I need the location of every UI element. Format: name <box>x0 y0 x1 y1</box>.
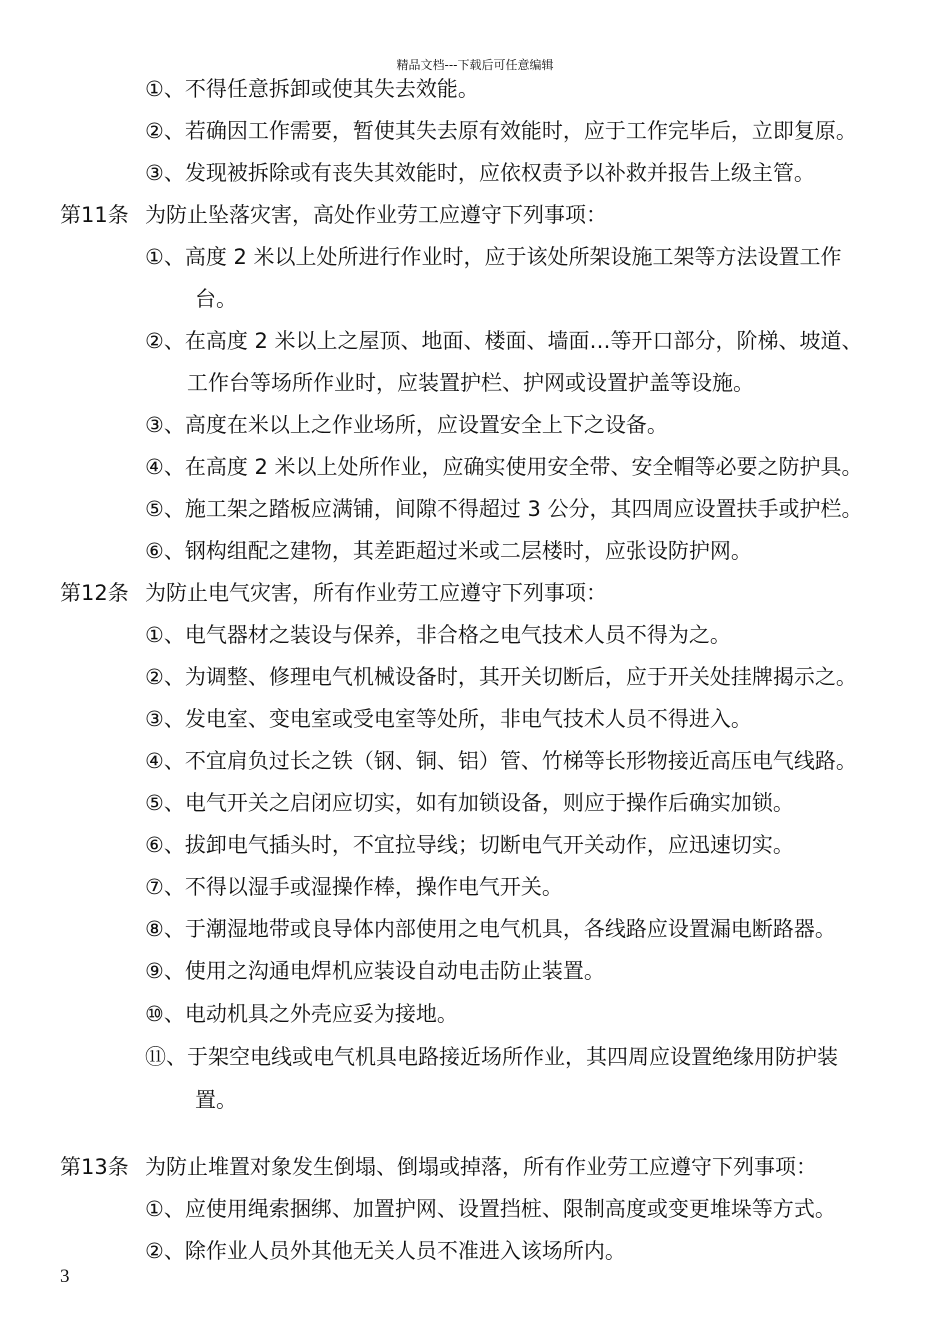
page-number: 3 <box>60 1266 70 1287</box>
list-item: ①、电气器材之装设与保养，非合格之电气技术人员不得为之。 <box>145 623 731 647</box>
list-item: ⑤、施工架之踏板应满铺，间隙不得超过 3 公分，其四周应设置扶手或护栏。 <box>145 497 863 521</box>
list-item: ①、应使用绳索捆绑、加置护网、设置挡桩、限制高度或变更堆垛等方式。 <box>145 1197 836 1221</box>
article-number-13: 第13条 <box>60 1155 129 1179</box>
list-item: ③、高度在米以上之作业场所，应设置安全上下之设备。 <box>145 413 668 437</box>
list-item-continuation: 台。 <box>195 287 237 311</box>
list-item: ①、不得任意拆卸或使其失去效能。 <box>145 77 479 101</box>
list-item: ③、发电室、变电室或受电室等处所，非电气技术人员不得进入。 <box>145 707 752 731</box>
article-heading: 为防止电气灾害，所有作业劳工应遵守下列事项： <box>145 581 607 605</box>
list-item: ④、在高度 2 米以上处所作业，应确实使用安全带、安全帽等必要之防护具。 <box>145 455 863 479</box>
list-item: ⑥、拔卸电气插头时，不宜拉导线；切断电气开关动作，应迅速切实。 <box>145 833 794 857</box>
article-number-12: 第12条 <box>60 581 129 605</box>
list-item: ②、为调整、修理电气机械设备时，其开关切断后，应于开关处挂牌揭示之。 <box>145 665 857 689</box>
list-item: ⑨、使用之沟通电焊机应装设自动电击防止装置。 <box>145 959 605 983</box>
list-item: ⑦、不得以湿手或湿操作棒，操作电气开关。 <box>145 875 563 899</box>
list-item: ②、若确因工作需要，暂使其失去原有效能时，应于工作完毕后，立即复原。 <box>145 119 857 143</box>
list-item: ⑪、于架空电线或电气机具电路接近场所作业，其四周应设置绝缘用防护装 <box>145 1045 838 1069</box>
page-header: 精品文档---下载后可任意编辑 <box>396 58 554 72</box>
list-item: ⑤、电气开关之启闭应切实，如有加锁设备，则应于操作后确实加锁。 <box>145 791 794 815</box>
article-number-11: 第11条 <box>60 203 129 227</box>
list-item: ⑥、钢构组配之建物，其差距超过米或二层楼时，应张设防护网。 <box>145 539 752 563</box>
list-item: ②、在高度 2 米以上之屋顶、地面、楼面、墙面…等开口部分，阶梯、坡道、 <box>145 329 863 353</box>
list-item: ①、高度 2 米以上处所进行作业时，应于该处所架设施工架等方法设置工作 <box>145 245 842 269</box>
article-heading: 为防止堆置对象发生倒塌、倒塌或掉落，所有作业劳工应遵守下列事项： <box>145 1155 817 1179</box>
article-heading: 为防止坠落灾害，高处作业劳工应遵守下列事项： <box>145 203 607 227</box>
list-item: ④、不宜肩负过长之铁（钢、铜、铝）管、竹梯等长形物接近高压电气线路。 <box>145 749 857 773</box>
list-item: ⑧、于潮湿地带或良导体内部使用之电气机具，各线路应设置漏电断路器。 <box>145 917 836 941</box>
list-item: ⑩、电动机具之外壳应妥为接地。 <box>145 1002 458 1026</box>
list-item: ②、除作业人员外其他无关人员不准进入该场所内。 <box>145 1239 626 1263</box>
list-item-continuation: 工作台等场所作业时，应装置护栏、护网或设置护盖等设施。 <box>187 371 754 395</box>
list-item: ③、发现被拆除或有丧失其效能时，应依权责予以补救并报告上级主管。 <box>145 161 815 185</box>
list-item-continuation: 置。 <box>195 1088 237 1112</box>
